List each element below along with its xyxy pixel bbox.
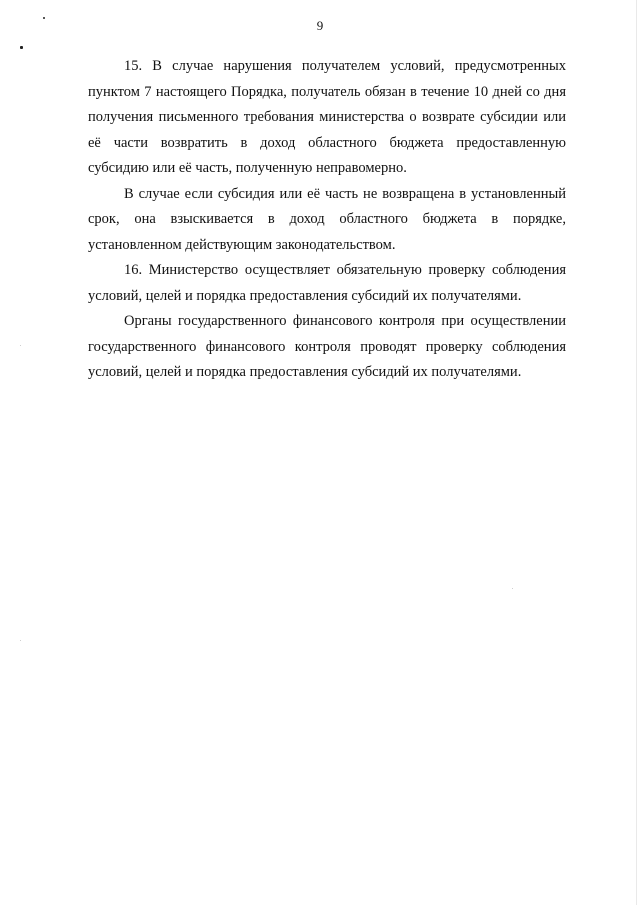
- paragraph-financial-control: Органы государственного финансового контроля при осуществлении государственного финансового контроля проводят проверку соблюдения условий, целей и порядка предоставления субсидий их получателями.: [88, 313, 566, 380]
- paragraph-15: 15. В случае нарушения получателем условий, предусмотренных пунктом 7 настоящего Порядка, получатель обязан в течение 10 дней со дня получения письменного требования министерства о возврате субсидии или её части возвратить в доход областного бюджета предоставленную субсидию или её часть, полученную неправомерно.: [88, 58, 566, 176]
- document-body: [88, 54, 566, 386]
- scan-speck: [512, 588, 513, 589]
- page-number: 9: [316, 18, 324, 33]
- scan-speck: [20, 640, 21, 641]
- scan-edge-line: [636, 0, 637, 905]
- paragraph-refund-enforcement: В случае если субсидия или её часть не возвращена в установленный срок, она взыскивается в доход областного бюджета в порядке, установленном действующим законодательством.: [88, 185, 566, 253]
- paragraph-16: 16. Министерство осуществляет обязательную проверку соблюдения условий, целей и порядка предоставления субсидий их получателями.: [88, 262, 566, 304]
- scan-speck: [20, 345, 21, 346]
- scan-speck: [20, 46, 23, 49]
